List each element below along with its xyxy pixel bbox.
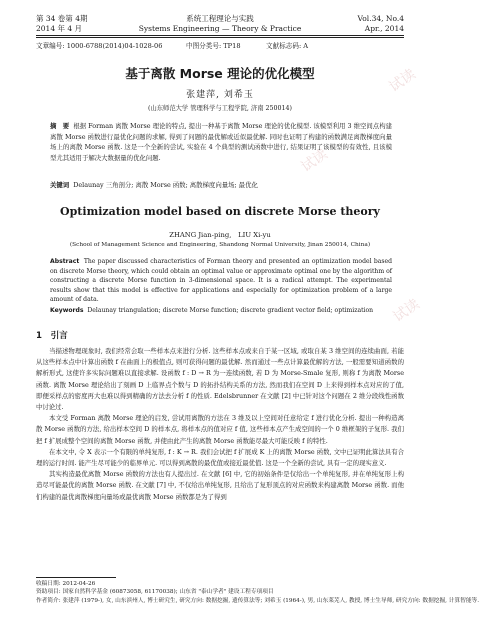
affiliation-en: (School of Management Science and Engineering, Shandong Normal University, Jinan 250014, China)	[69, 242, 371, 248]
keywords-en	[50, 306, 392, 316]
abstract-label-cn: 摘 要	[50, 122, 70, 130]
paper-title-cn: 基于离散 Morse 理论的优化模型	[125, 66, 315, 81]
watermark: 试读	[298, 146, 331, 176]
paragraph: 其实构造最优离散 Morse 函数的方法也有人提出过. 在文献 [6] 中, 它的初始条件是仅给出一个单纯复形, 并在单纯复形上构造尽可能最优的离散 Morse 函数. 在文献 [7] 中, 不仅给出单纯复形, 且给出了复形顶点的对应函数来构建离散 Morse 函数. 而他们构建的最优离散梯度向量场或最优离散 Morse 函数都是为了得到	[36, 470, 404, 501]
abstract-label-en: Abstract	[50, 258, 80, 265]
article-id: 文章编号: 1000-6788(2014)04-1028-06	[36, 42, 163, 50]
paragraph: 当描述物理现象时, 我们经常会取一些样本点来进行分析. 这些样本点或来自于某一区域, 或取自某 3 维空间的连续曲面, 若能从这些样本点中计算出函数 f 在曲面上的极值点, 则可获得问题的最优解. 然而通过一些点计算最优解的方法, 一般需要知道函数的解析形式, 这使许多实际问题难以直接求解. 设函数 f : D → R 为一连续函数, 若 D 为 Morse-Smale 复形, 则称 f 为离散 Morse 函数. 离散 Morse 理论给出了刻画 D 上临界点个数与 D 的拓扑结构关系的方法, 然而我们在空间 D 上来得到样本点对应的了值, 即便采样点的密度再大也难以得到精确的方法去分析 f 的性质. Edelsbrunner 在文献 [2] 中已针对这个问题在 2 维分段线性函数中讨论过.	[36, 347, 404, 412]
keywords-label-cn: 关键词	[50, 181, 70, 189]
journal-title-en: Systems Engineering — Theory & Practice	[138, 24, 302, 33]
paragraph: 在本文中, 令 X 表示一个有限的单纯复形, f : K → R. 我们会试把 f 扩展成 K 上的离散 Morse 函数, 文中已证明此算法具有合理的运行时间. 能产生尽可能少的临界单元. 可以得到离散的最优值或接近最优值. 这是一个全新的尝试, 具有一定的现实意义.	[36, 447, 404, 468]
journal-title-cn: 系统工程理论与实践	[186, 14, 254, 23]
doc-code: 文献标志码: A	[266, 42, 309, 50]
footnote-received: 收稿日期: 2012-04-26	[36, 581, 96, 587]
abstract-text-en: The paper discussed characteristics of Forman theory and presented an optimization model based on discrete Morse theory, which could obtain an optimal value or approximate optimal one by the algorithm of constructing a discrete Morse function in 3-dimensional space. It is a radical attempt. The experimental results show that this model is effective for applications and especially for optimization problem of a large amount of data.	[50, 258, 392, 304]
abstract-text-cn: 根据 Forman 离散 Morse 理论的特点, 提出一种基于离散 Morse 理论的优化模型. 该模型利用 3 维空间点构建离散 Morse 函数进行最优化问题的求解, 得到了问题的最优解或近似最优解. 同时也证明了构建的函数满足离散梯度向量场上的离散 Morse 函数. 这是一个全新的尝试, 实验在 4 个典型的测试函数中进行, 结果证明了该模型的有效性, 且该模型尤其适用于解决大数据量的优化问题.	[50, 122, 392, 162]
footnote-funding: 资助项目: 国家自然科学基金 (60873058, 61170038); 山东省 "泰山学者" 建设工程专项项目	[36, 589, 274, 596]
header-rule-thin	[36, 37, 404, 38]
abstract-en	[50, 257, 392, 305]
footnotes	[36, 580, 479, 605]
section-heading: 1 引言	[36, 331, 68, 341]
header-rule	[36, 35, 404, 36]
keywords-text-en: Delaunay triangulation; discrete Morse function; discrete gradient vector field; optimization	[87, 307, 374, 314]
clc-number: 中图分类号: TP18	[186, 42, 241, 50]
keywords-text-cn: Delaunay 三角剖分; 离散 Morse 函数; 离散梯度向量场; 最优化	[73, 181, 258, 189]
date-en: Apr., 2014	[364, 24, 404, 33]
authors-en: ZHANG Jian-ping, LIU Xi-yu	[169, 231, 271, 239]
keywords-label-en: Keywords	[50, 307, 84, 314]
date-cn: 2014 年 4 月	[36, 24, 83, 33]
affiliation-cn: (山东师范大学 管理科学与工程学院, 济南 250014)	[147, 105, 292, 112]
volume-en: Vol.34, No.4	[357, 14, 404, 23]
authors-cn: 张建萍, 刘希玉	[186, 90, 254, 100]
footnote-authors: 作者简介: 张建萍 (1979-), 女, 山东滨州人, 博士研究生, 研究方向: 数据挖掘, 遗传算法等; 刘希玉 (1964-), 男, 山东莱芜人, 教授, 博士生导师, 研究方向: 数据挖掘, 计算智能等.	[36, 597, 479, 604]
footnote-rule	[36, 577, 116, 578]
volume-cn: 第 34 卷第 4期	[36, 14, 88, 23]
paper-title-en: Optimization model based on discrete Morse theory	[60, 205, 380, 218]
abstract-cn	[50, 121, 392, 163]
watermark: 试读	[386, 66, 419, 96]
paragraph: 本文受 Forman 离散 Morse 理论的启发, 尝试用离散的方法在 3 维及以上空间对任意给定 f 进行优化分析. 提出一种构造离散 Morse 函数的方法, 给出样本空间 D 的样本点, 将样本点的值对应 f 值, 这些样本点产生成空间的一个 0 维框架的子复形. 我们把 f 扩展成整个空间的离散 Morse 函数, 并使由此产生的离散 Morse 函数能尽最大可能反映 f 的特性.	[36, 414, 404, 445]
watermark: 试读	[390, 296, 423, 326]
body-text	[36, 346, 404, 503]
keywords-cn	[50, 180, 392, 191]
